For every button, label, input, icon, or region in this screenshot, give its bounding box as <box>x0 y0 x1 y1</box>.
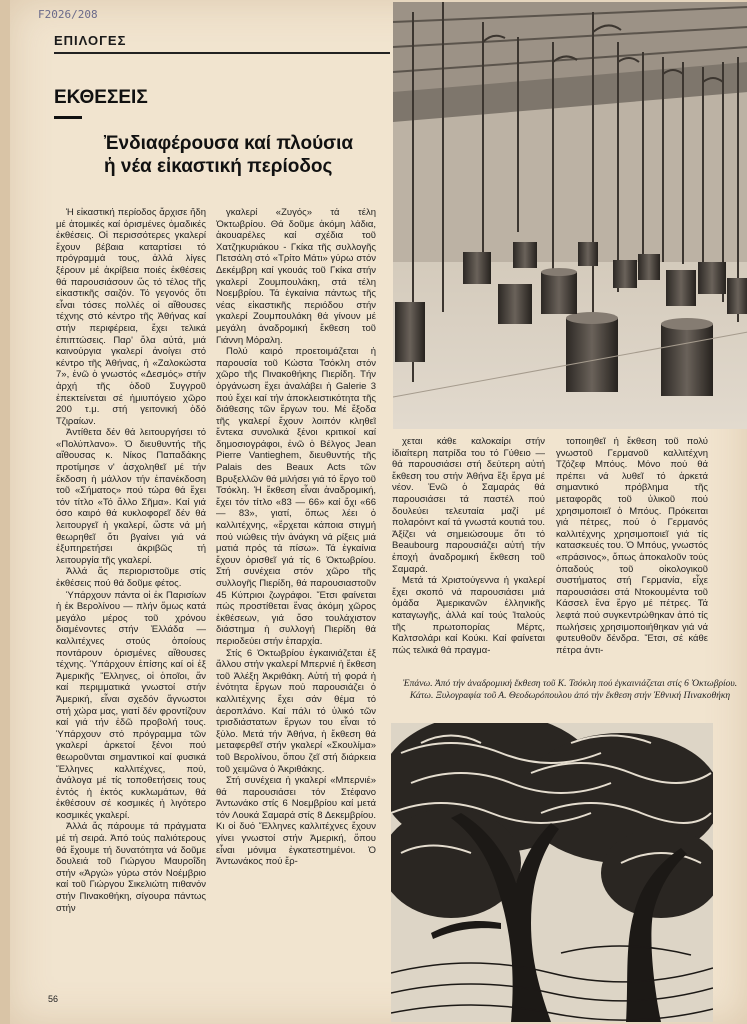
newspaper-page <box>10 0 747 1024</box>
installation-photo <box>393 2 747 429</box>
archive-reference: F2026/208 <box>38 8 98 21</box>
paragraph: Στή συνέχεια ἡ γκαλερί «Μπερνιέ» θά παρουσιάσει τόν Στέφανο Ἀντωνάκο στίς 6 Νοεμβρίου καί μετά τόν Λουκά Σαμαρά στίς 8 Δεκεμβρίου. Κι οἱ δυό Ἕλληνες καλλιτέχνες ἔχουν γίνει γνωστοί στήν Ἀμερική, ὅπου εἶναι μόνιμα ἐγκατεστημένοι. Ὁ Ἀντωνάκος πού ἔρ- <box>216 775 376 868</box>
installation-photo-drawing <box>393 2 747 429</box>
paragraph: Πολύ καιρό προετοιμάζεται ἡ παρουσία τοῦ Κώστα Τσόκλη στόν χῶρο τῆς Πινακοθήκης Πιερίδη. Τήν ὀργάνωση ἔχει ἀναλάβει ἡ Galerie 3 πού ἔχει καί τήν ἀποκλειστικότητα τῆς διάθεσης τῶν ἔργων του. Μέ ἔξοδα τῆς γκαλερί ἔχουν λοιπόν κληθεῖ ἔντεκα συνολικά ξένοι κριτικοί καί δημοσιογράφοι, ἐνῶ ὁ Βέλγος Jean Pierre Vantieghem, διευθυντής τῆς Palais des Beaux Acts τῶν Βρυξελλῶν θά μιλήσει γιά τό ἔργο τοῦ Τσόκλη. Ἡ ἔκθεση εἶναι ἀναδρομική, ἔχει τόν τίτλο «83 — 66» καί ὄχι «66 — 83», γιατί, ὅπως λέει ὁ καλλιτέχνης, «ἔρχεται κάποια στιγμή πού νιώθεις τήν ἀνάγκη νά ρίξεις μιά ματιά πρός τά πίσω». Τά ἐγκαίνια ἔχουν ὁρισθεῖ γιά τίς 6 Ὀκτωβρίου. Στή συνέχεια στόν χῶρο τῆς συλλογῆς Πιερίδη, θά παρουσιαστοῦν 45 Κύπριοι ζωγράφοι. Ἔτσι φαίνεται πώς προστίθεται ἕνας ἀκόμη χῶρος ἐκθέσεων, γιά ὅσο τουλάχιστον διάστημα ἡ συλλογή Πιερίδη θά περιοδεύει στήν ἐπαρχία. <box>216 346 376 647</box>
headline-line-1: Ἐνδιαφέρουσα καί πλούσια <box>104 133 354 154</box>
photo-caption: Ἐπάνω. Ἀπό τήν ἀναδρομική ἔκθεση τοῦ Κ. Τσόκλη πού ἐγκαινιάζεται στίς 6 Ὀκτωβρίου. Κάτω. Ξυλογραφία τοῦ Α. Θεοδωρόπουλου ἀπό τήν ἔκθεση στήν Ἐθνική Πινακοθήκη <box>402 679 738 701</box>
header-rule <box>54 52 390 54</box>
woodcut-image <box>391 723 713 1022</box>
text-column-4 <box>556 436 708 676</box>
paragraph: χεται κάθε καλοκαίρι στήν ἰδιαίτερη πατρίδα του τό Γύθειο — θά παρουσιάσει στή δεύτερη αὐτή ἔκθεση του στήν Ἀθήνα ἔξι ἔργα μέ νέον. Ἐνῶ ὁ Σαμαράς θά παρουσιάσει τά παστέλ πού δουλεύει τελευταία μαζί μέ πολαρόιντ καί τά γνωστά κουτιά του. Ἀξίζει νά σημειώσουμε ὅτι τό Beaubourg παρουσιάζει αὐτή τήν ἐποχή ἀναδρομική ἔκθεση τοῦ Σαμαρά. <box>392 436 545 575</box>
woodcut-tree-drawing <box>391 723 713 1022</box>
page-number: 56 <box>48 994 59 1004</box>
paragraph: Ἡ εἰκαστική περίοδος ἄρχισε ἤδη μέ ἀτομικές καί ὀρισμένες ὁμαδικές ἐκθέσεις. Οἱ περισσότερες γκαλερί ἔχουν βέβαια καταρτίσει τό πρόγραμμά τους, ἀλλά λίγες ξέρουν μέ ἀκρίβεια ποιές ἐκθέσεις θά παρουσιάσουν ὥς τό τέλος τῆς εἰκαστικῆς σαιζόν. Τό γεγονός ὅτι εἶναι τόσες πολλές οἱ αἴθουσες τέχνης στό κέντρο τῆς Ἀθήνας καί στήν περιφέρεια, ἔχει τελικά ἐπιπτώσεις. Παρ' ὅλα αὐτά, μιά καινούργια γκαλερί ἀνοίγει στό κέντρο τῆς Ἀθήνας, ἡ «Ζαλοκώστα 7», ἐνῶ ὁ γνωστός «Δεσμός» στήν ἀρχή τῆς ὁδοῦ Συγγροῦ ἐπεκτείνεται σέ ἡμιυπόγειο χῶρο 200 τ.μ. στή γειτονική ὁδό Τζιραίων. <box>56 207 206 427</box>
paragraph: Ἀλλά ἄς πάρουμε τά πράγματα μέ τή σειρά. Ἀπό τούς παλιότερους θά ἔχουμε τή δυνατότητα νά δοῦμε δουλειά τοῦ Γιώργου Μαυροΐδη στήν «Ἀργώ» γύρω στόν Νοέμβριο καί τοῦ Γιώργου Σικελιώτη πιθανόν στήν Πινακοθήκη, σίγουρα πάντως στήν <box>56 821 206 914</box>
category-rule <box>54 116 82 119</box>
category-title: ΕΚΘΕΣΕΙΣ <box>54 87 148 108</box>
section-header: ΕΠΙΛΟΓΕΣ <box>54 33 127 48</box>
paragraph: γκαλερί «Ζυγός» τά τέλη Ὀκτωβρίου. Θά δοῦμε ἀκόμη λάδια, ἀκουαρέλες καί σχέδια τοῦ Χατζηκυριάκου - Γκίκα τῆς συλλογῆς Πετσάλη στό «Τρίτο Μάτι» γύρω στόν Δεκέμβρη καί γκουάς τοῦ Γκίκα στήν γκαλερί Ζουμπουλάκη, στά τέλη Νοεμβρίου. Τά ἐγκαίνια πάντως τῆς νέας εἰκαστικῆς περιόδου στήν γκαλερί Ζουμπουλάκη θά γίνουν μέ μεγάλη ἀναδρομική ἔκθεση τοῦ Γιάννη Μόραλη. <box>216 207 376 346</box>
paragraph: Ἀλλά ἄς περιοριστοῦμε στίς ἐκθέσεις πού θά δοῦμε φέτος. <box>56 566 206 589</box>
text-column-3 <box>392 436 545 676</box>
paragraph: Ἀντίθετα δέν θά λειτουργήσει τό «Πολύπλανο». Ὁ διευθυντής τῆς αἴθουσας κ. Νίκος Παπαδάκης προτίμησε ν' ἀσχοληθεῖ μέ τήν ἔκδοση ἡ μάλλον τήν ἐπανέκδοση τοῦ «Σήματος» πού τώρα θά ἔχει τόν τίτλο «Τό ἄλλο Σῆμα». Καί γιά όσο καιρό θά κυκλοφορεῖ δέν θά λειτουργεῖ ἡ γκαλερί, ὥστε νά μή θεωρηθεῖ ὅτι βγαίνει γιά νά ἐξυπηρετήσει ἀκριβῶς τή λειτουργία τῆς γκαλερί. <box>56 427 206 566</box>
paragraph: Μετά τά Χριστούγεννα ἡ γκαλερί ἔχει σκοπό νά παρουσιάσει μιά ὁμάδα Ἀμερικανῶν ἑλληνικῆς καταγωγῆς, ἀλλά καί τούς Ἰταλούς τῆς πρωτοπορίας Μέρτς, Καλτσολάρι καί Κούκι. Καί φαίνεται πώς τελικά θά πραγμα- <box>392 575 545 656</box>
paragraph: τοποιηθεῖ ἡ ἔκθεση τοῦ πολύ γνωστοῦ Γερμανοῦ καλλιτέχνη Τζόζεφ Μπόυς. Μόνο πού θά πρέπει νά λυθεῖ τό ἀρκετά σημαντικό πρόβλημα τῆς μεταφορᾶς τοῦ ὑλικοῦ πού χρησιμοποιεῖ ὁ Μπόυς. Πρόκειται γιά πέτρες, πού ὁ Γερμανός καλλιτέχνης χρησιμοποιεῖ γιά τίς κατασκευές του. Ὁ Μπόυς, γνωστός «πράσινος», ὅπως ἀποκαλοῦν τούς ὀπαδούς τοῦ οἰκολογικοῦ συστήματος στή Γερμανία, εἶχε παρουσιάσει στά Ντοκουμέντα τοῦ Κάσσελ ἕνα ἔργο μέ πέτρες. Τά λεφτά πού συγκεντρώθηκαν ἀπό τίς πωλήσεις χρησιμοποιήθηκαν γιά νά φυτευθοῦν δένδρα. Ἔτσι, σέ κάθε πέτρα ἀντι- <box>556 436 708 656</box>
article-headline <box>104 132 384 178</box>
text-column-2 <box>216 207 376 1007</box>
text-column-1 <box>56 207 206 1007</box>
paragraph: Ὑπάρχουν πάντα οἱ ἐκ Παρισίων ἡ ἐκ Βερολίνου — πλήν ὅμως κατά μεγάλο μέρος τοῦ χρόνου διαμένοντες στήν Ἑλλάδα — καλλιτέχνες στούς ὁποίους ποντάρουν ὁρισμένες αἴθουσες τέχνης. Ὑπάρχουν ἐπίσης καί οἱ ἐξ Ἀμερικῆς Ἕλληνες, οἱ ὁποῖοι, ἄν καί περιμματικά γνωστοί στήν Ἀμερική, εἶναι σχεδόν ἄγνωστοι στή χώρα μας, γιατί δέν φροντίζουν καί γιά τήν ἐδῶ προβολή τους. Ὑπάρχουν στό πρόγραμμα τῶν γκαλερί ἀρκετοί ξένοι πού θεωροῦνται σημαντικοί καί φυσικά Ἕλληνες καλλιτέχνες, πού, ἀνάλογα μέ τίς τοποθετήσεις τους ἐντός ἡ ἐκτός κυκλωμάτων, θά ἐκθέσουν σέ κοσμικές ἡ λιγότερο κοσμικές γκαλερί. <box>56 589 206 821</box>
headline-line-2: ἡ νέα εἰκαστική περίοδος <box>104 156 333 177</box>
paragraph: Στίς 6 Ὀκτωβρίου ἐγκαινιάζεται ἐξ ἄλλου στήν γκαλερί Μπερνιέ ἡ ἔκθεση τοῦ Ἀλέξη Ἀκριθάκη. Αὐτή τή φορά ἡ ἑνότητα ἔργων πού παρουσιάζει ὁ καλλιτέχνης ἔχει σάν θέμα τό ἀεροπλάνο. Καί πάλι τό ὑλικό τῶν τρισδιάστατων ἔργων του εἶναι τό ξύλο. Μετά τήν Ἀθήνα, ἡ ἔκθεση θά μεταφερθεῖ στήν γκαλερί «Σκουλίμα» τοῦ Βερολίνου, ὅπου ζεῖ στή διάρκεια τοῦ χειμῶνα ὁ Ἀκριθάκης. <box>216 647 376 775</box>
